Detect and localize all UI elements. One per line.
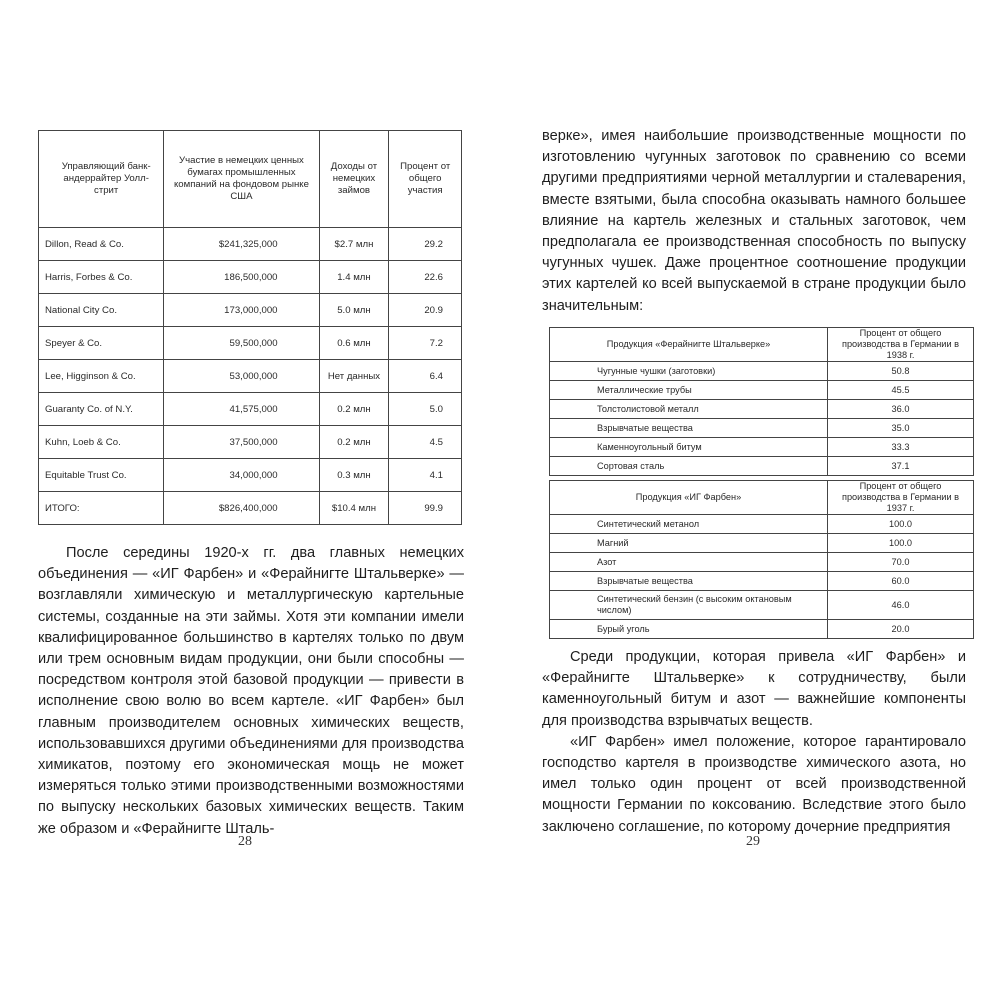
cell-income: $2.7 млн — [319, 228, 389, 261]
cell-percent: 50.8 — [828, 362, 974, 381]
paragraph: верке», имея наибольшие производственные мощности по изготовлению чугунных заготовок по сравнению со всеми другими предприятиями черной металлургии и сталеварения, вместе взятыми, была способна оказывать намного большее влияние на картель железных и стальных заготовок, чем предполагала ее производственная способность по выпуску чугунных чушек. Даже процентное соотношение продукции этих картелей ко всей выпускаемой в стране продукции было значительным: — [542, 128, 966, 314]
right-top-text — [542, 126, 966, 317]
cell-product: Каменноугольный битум — [550, 438, 828, 457]
cell-income: 0.2 млн — [319, 426, 389, 459]
cell-securities: 41,575,000 — [164, 393, 319, 426]
cell-product: Металлические трубы — [550, 381, 828, 400]
table-header-row — [550, 481, 974, 515]
table-header-row — [39, 131, 462, 228]
table-row — [39, 294, 462, 327]
table-row — [39, 360, 462, 393]
cell-product: Синтетический бензин (с высоким октановым числом) — [550, 591, 828, 620]
cell-percent: 7.2 — [389, 327, 462, 360]
cell-product: Чугунные чушки (заготовки) — [550, 362, 828, 381]
cell-securities: 186,500,000 — [164, 261, 319, 294]
table-row — [39, 261, 462, 294]
table-row — [39, 426, 462, 459]
cell-bank: ИТОГО: — [39, 492, 164, 525]
header-percent: Процент от общего производства в Германии в 1938 г. — [828, 328, 974, 362]
cell-percent: 37.1 — [828, 457, 974, 476]
cell-product: Взрывчатые вещества — [550, 572, 828, 591]
header-percent: Процент от общего производства в Германии в 1937 г. — [828, 481, 974, 515]
cell-bank: Harris, Forbes & Co. — [39, 261, 164, 294]
table-row — [550, 419, 974, 438]
cell-percent: 20.9 — [389, 294, 462, 327]
cell-securities: $826,400,000 — [164, 492, 319, 525]
right-page — [500, 0, 1000, 1000]
cell-percent: 70.0 — [828, 553, 974, 572]
table-row — [550, 362, 974, 381]
page-number: 28 — [238, 834, 252, 849]
table-row — [39, 393, 462, 426]
bank-underwriters-table — [38, 130, 462, 525]
cell-percent: 99.9 — [389, 492, 462, 525]
header-product: Продукция «ИГ Фарбен» — [550, 481, 828, 515]
cell-securities: 53,000,000 — [164, 360, 319, 393]
table-row — [550, 457, 974, 476]
cell-bank: Guaranty Co. of N.Y. — [39, 393, 164, 426]
cell-income: Нет данных — [319, 360, 389, 393]
cell-percent: 33.3 — [828, 438, 974, 457]
cell-bank: National City Co. — [39, 294, 164, 327]
table-row — [39, 459, 462, 492]
right-bottom-text — [542, 647, 966, 838]
cell-percent: 100.0 — [828, 534, 974, 553]
cell-product: Толстолистовой металл — [550, 400, 828, 419]
left-body-text — [38, 543, 464, 840]
cell-percent: 20.0 — [828, 620, 974, 639]
steel-production-table — [549, 327, 974, 476]
table-row — [39, 228, 462, 261]
cell-bank: Lee, Higginson & Co. — [39, 360, 164, 393]
table-row — [550, 381, 974, 400]
cell-securities: $241,325,000 — [164, 228, 319, 261]
cell-percent: 60.0 — [828, 572, 974, 591]
header-percent: Процент от общего участия — [389, 131, 462, 228]
table-row — [550, 553, 974, 572]
cell-percent: 6.4 — [389, 360, 462, 393]
cell-income: 1.4 млн — [319, 261, 389, 294]
table-row — [550, 620, 974, 639]
cell-percent: 4.5 — [389, 426, 462, 459]
cell-securities: 37,500,000 — [164, 426, 319, 459]
cell-product: Синтетический метанол — [550, 515, 828, 534]
cell-product: Азот — [550, 553, 828, 572]
table-row — [550, 534, 974, 553]
cell-bank: Dillon, Read & Co. — [39, 228, 164, 261]
table-row — [550, 572, 974, 591]
paragraph: Среди продукции, которая привела «ИГ Фарбен» и «Ферайнигте Штальверке» к сотрудничеству, были каменноугольный битум и азот — важнейшие компоненты для производства взрывчатых веществ. — [542, 649, 966, 729]
table-row — [39, 327, 462, 360]
cell-product: Бурый уголь — [550, 620, 828, 639]
cell-bank: Equitable Trust Co. — [39, 459, 164, 492]
header-product: Продукция «Ферайнигте Штальверке» — [550, 328, 828, 362]
table-row — [550, 400, 974, 419]
cell-percent: 45.5 — [828, 381, 974, 400]
cell-income: 0.3 млн — [319, 459, 389, 492]
header-securities: Участие в немецких ценных бумагах промышленных компаний на фондовом рынке США — [164, 131, 319, 228]
table-header-row — [550, 328, 974, 362]
cell-bank: Speyer & Co. — [39, 327, 164, 360]
farben-production-table — [549, 480, 974, 639]
page-number: 29 — [746, 834, 760, 849]
cell-securities: 173,000,000 — [164, 294, 319, 327]
cell-percent: 5.0 — [389, 393, 462, 426]
cell-income: 5.0 млн — [319, 294, 389, 327]
cell-percent: 46.0 — [828, 591, 974, 620]
table-total-row — [39, 492, 462, 525]
table-row — [550, 515, 974, 534]
cell-securities: 59,500,000 — [164, 327, 319, 360]
cell-percent: 29.2 — [389, 228, 462, 261]
cell-percent: 100.0 — [828, 515, 974, 534]
cell-income: $10.4 млн — [319, 492, 389, 525]
cell-percent: 4.1 — [389, 459, 462, 492]
cell-product: Взрывчатые вещества — [550, 419, 828, 438]
table-row — [550, 591, 974, 620]
cell-income: 0.2 млн — [319, 393, 389, 426]
cell-product: Магний — [550, 534, 828, 553]
cell-bank: Kuhn, Loeb & Co. — [39, 426, 164, 459]
cell-income: 0.6 млн — [319, 327, 389, 360]
header-bank: Управляющий банк-андеррайтер Уолл-стрит — [39, 131, 164, 228]
paragraph: «ИГ Фарбен» имел положение, которое гарантировало господство картеля в производстве химического азота, но имел только один процент от всей производственной мощности Германии по коксованию. Вследствие этого было заключено соглашение, по которому дочерние предприятия — [542, 733, 966, 835]
cell-percent: 36.0 — [828, 400, 974, 419]
cell-percent: 22.6 — [389, 261, 462, 294]
header-income: Доходы от немецких займов — [319, 131, 389, 228]
cell-product: Сортовая сталь — [550, 457, 828, 476]
cell-percent: 35.0 — [828, 419, 974, 438]
table-row — [550, 438, 974, 457]
paragraph: После середины 1920-х гг. два главных немецких объединения — «ИГ Фарбен» и «Ферайнигте Штальверке» — возглавляли химическую и металлургическую картельные системы, созданные на эти займы. Хотя эти компании имели квалифицированное большинство в картелях только по двум или трем основным видам продукции, они были способны — посредством контроля этой базовой продукции — привести в исполнение свою волю во всем картеле. «ИГ Фарбен» был главным производителем основных химических веществ, использовавшихся другими объединениями для производства химикатов, поэтому его экономическая мощь не может измеряться только этими производственными возможностями по выпуску нескольких базовых химических веществ. Таким же образом и «Ферайнигте Шталь- — [38, 545, 464, 837]
cell-securities: 34,000,000 — [164, 459, 319, 492]
